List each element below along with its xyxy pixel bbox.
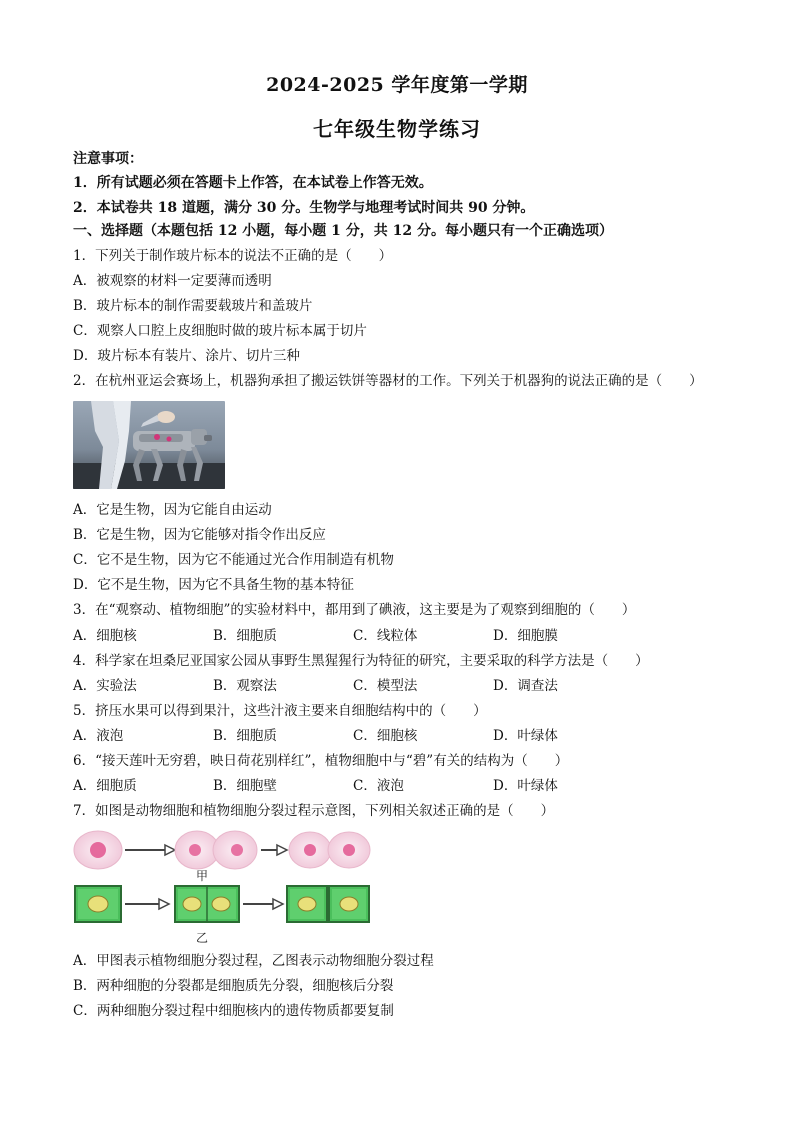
arrow-2 bbox=[261, 845, 287, 855]
question-2-option-b: B．它是生物，因为它能够对指令作出反应 bbox=[73, 527, 326, 543]
question-6-option-b: B．细胞壁 bbox=[213, 778, 277, 794]
animal-cell-1 bbox=[74, 831, 122, 869]
cell-division-figure bbox=[73, 828, 373, 946]
question-1-option-d: D．玻片标本有装片、涂片、切片三种 bbox=[73, 348, 300, 364]
question-7-stem: 7．如图是动物细胞和植物细胞分裂过程示意图，下列相关叙述正确的是（ ） bbox=[73, 803, 555, 819]
question-1-stem: 1．下列关于制作玻片标本的说法不正确的是（ ） bbox=[73, 248, 393, 264]
animal-cells-divided bbox=[289, 832, 370, 868]
animal-cell-dividing bbox=[175, 831, 257, 869]
question-6-option-d: D．叶绿体 bbox=[493, 778, 558, 794]
question-5-option-c: C．细胞核 bbox=[353, 728, 418, 744]
notice-item-1: 1．所有试题必须在答题卡上作答，在本试卷上作答无效。 bbox=[73, 175, 433, 191]
arrow-1 bbox=[125, 845, 175, 855]
question-7-option-c: C．两种细胞分裂过程中细胞核内的遗传物质都要复制 bbox=[73, 1003, 394, 1019]
question-4-stem: 4．科学家在坦桑尼亚国家公园从事野生黑猩猩行为特征的研究，主要采取的科学方法是（ ） bbox=[73, 653, 649, 669]
question-6-option-c: C．液泡 bbox=[353, 778, 404, 794]
question-4-option-c: C．模型法 bbox=[353, 678, 418, 694]
plant-cell-dividing bbox=[175, 886, 239, 922]
section-heading: 一、选择题（本题包括 12 小题，每小题 1 分，共 12 分。每小题只有一个正确选项） bbox=[73, 223, 613, 239]
question-5-option-d: D．叶绿体 bbox=[493, 728, 558, 744]
question-5-option-a: A．液泡 bbox=[73, 728, 124, 744]
question-2-option-c: C．它不是生物，因为它不能通过光合作用制造有机物 bbox=[73, 552, 394, 568]
question-3-option-d: D．细胞膜 bbox=[493, 628, 558, 644]
page-title: 2024-2025 学年度第一学期 bbox=[266, 74, 528, 96]
question-3-option-b: B．细胞质 bbox=[213, 628, 277, 644]
question-2-option-d: D．它不是生物，因为它不具备生物的基本特征 bbox=[73, 577, 354, 593]
arrow-4 bbox=[243, 899, 283, 909]
figure-label-jia: 甲 bbox=[196, 869, 209, 883]
notice-heading: 注意事项： bbox=[73, 151, 143, 167]
question-3-stem: 3．在“观察动、植物细胞”的实验材料中，都用到了碘液，这主要是为了观察到细胞的（ ） bbox=[73, 602, 636, 618]
question-4-option-d: D．调查法 bbox=[493, 678, 558, 694]
question-2-stem: 2．在杭州亚运会赛场上，机器狗承担了搬运铁饼等器材的工作。下列关于机器狗的说法正确的是（ ） bbox=[73, 373, 703, 389]
question-5-stem: 5．挤压水果可以得到果汁，这些汁液主要来自细胞结构中的（ ） bbox=[73, 703, 487, 719]
robot-dog-photo bbox=[73, 401, 225, 489]
arrow-3 bbox=[125, 899, 169, 909]
question-6-stem: 6．“接天莲叶无穷碧，映日荷花别样红”，植物细胞中与“碧”有关的结构为（ ） bbox=[73, 753, 569, 769]
question-1-option-a: A．被观察的材料一定要薄而透明 bbox=[73, 273, 272, 289]
question-1-option-b: B．玻片标本的制作需要载玻片和盖玻片 bbox=[73, 298, 313, 314]
question-3-option-a: A．细胞核 bbox=[73, 628, 137, 644]
question-2-option-a: A．它是生物，因为它能自由运动 bbox=[73, 502, 272, 518]
plant-cells-divided bbox=[287, 886, 369, 922]
question-7-option-b: B．两种细胞的分裂都是细胞质先分裂，细胞核后分裂 bbox=[73, 978, 394, 994]
question-6-option-a: A．细胞质 bbox=[73, 778, 137, 794]
page-subtitle: 七年级生物学练习 bbox=[313, 117, 481, 141]
question-3-option-c: C．线粒体 bbox=[353, 628, 418, 644]
question-5-option-b: B．细胞质 bbox=[213, 728, 277, 744]
notice-item-2: 2．本试卷共 18 道题，满分 30 分。生物学与地理考试时间共 90 分钟。 bbox=[73, 200, 535, 216]
question-4-option-b: B．观察法 bbox=[213, 678, 277, 694]
question-1-option-c: C．观察人口腔上皮细胞时做的玻片标本属于切片 bbox=[73, 323, 367, 339]
plant-cell-1 bbox=[75, 886, 121, 922]
question-4-option-a: A．实验法 bbox=[73, 678, 137, 694]
question-7-option-a: A．甲图表示植物细胞分裂过程，乙图表示动物细胞分裂过程 bbox=[73, 953, 434, 969]
figure-label-yi: 乙 bbox=[196, 931, 209, 945]
